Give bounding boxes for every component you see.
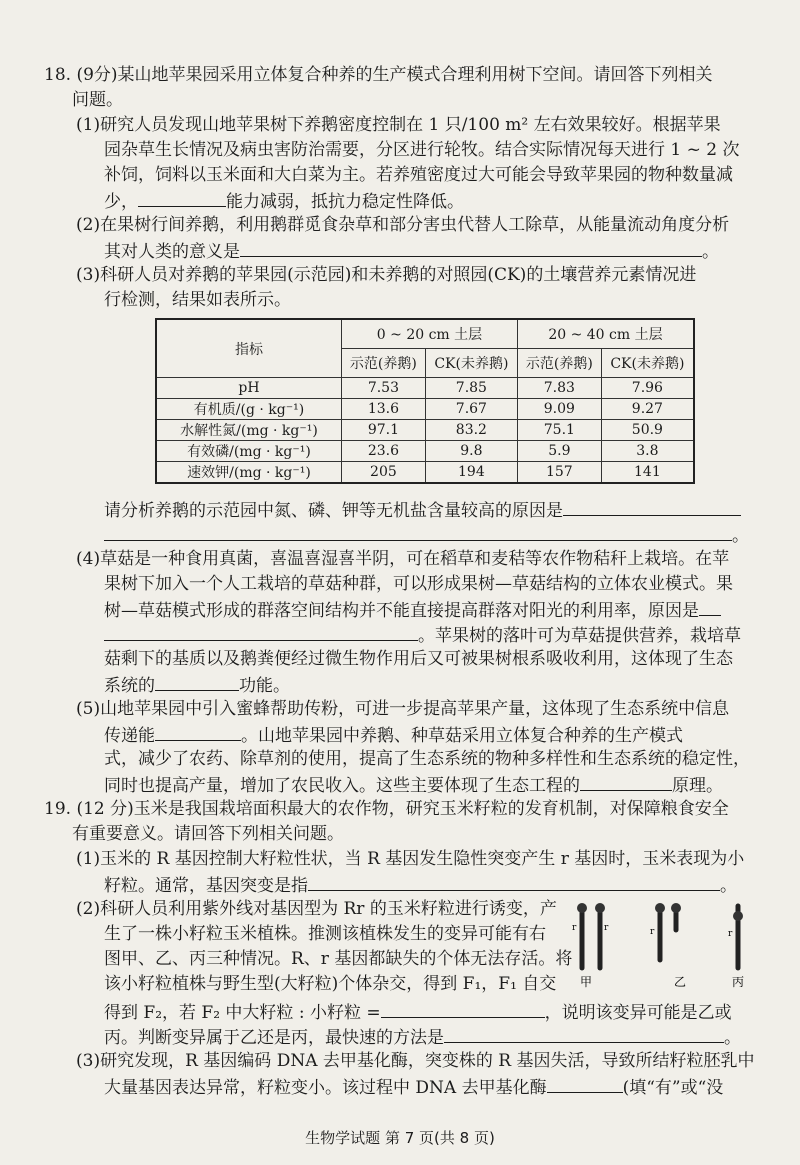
cell: 75.1 [517, 420, 601, 441]
text: 同时也提高产量，增加了农民收入。这些主要体现了生态工程的 [104, 776, 580, 796]
cell: 83.2 [425, 420, 517, 441]
answer-blank[interactable] [138, 189, 226, 207]
q18-part4-line1: (4)草菇是一种食用真菌，喜温喜湿喜半阴，可在稻草和麦秸等农作物秸秆上栽培。在苹 [76, 549, 730, 569]
answer-blank[interactable] [155, 673, 239, 691]
q18-stem-line2: 问题。 [72, 90, 123, 110]
q18-part4-line6 [104, 673, 800, 697]
subheader-demo: 示范(养鹅) [342, 349, 426, 378]
q18-part3-line1: (3)科研人员对养鹅的苹果园(示范园)和未养鹅的对照园(CK)的土壤营养元素情况进 [76, 265, 697, 285]
cell: 7.83 [517, 378, 601, 399]
answer-blank[interactable] [104, 623, 418, 641]
table-row [156, 441, 694, 462]
cell: 157 [517, 462, 601, 484]
row-label: 有效磷/(mg · kg⁻¹) [156, 441, 342, 462]
answer-blank[interactable] [444, 1025, 724, 1043]
text: 。 [702, 242, 719, 262]
text: 功能。 [239, 676, 290, 696]
text: 大量基因表达异常，籽粒变小。该过程中 DNA 去甲基化酶 [104, 1078, 547, 1098]
q18-part5-line2 [104, 723, 800, 747]
q19-part2-line4: 该小籽粒植株与野生型(大籽粒)个体杂交，得到 F₁，F₁ 自交 [104, 974, 557, 994]
cell: 9.8 [425, 441, 517, 462]
text: 原理。 [672, 776, 723, 796]
q18-part4-line4 [104, 623, 800, 647]
text: 。 [724, 1028, 741, 1048]
subheader-ck: CK(未养鹅) [601, 349, 694, 378]
text: 。山地苹果园中养鹅、种草菇采用立体复合种养的生产模式 [241, 726, 683, 746]
text: 系统的 [104, 676, 155, 696]
row-label: 有机质/(g · kg⁻¹) [156, 399, 342, 420]
text: 籽粒。通常，基因突变是指 [104, 876, 308, 896]
cell: 9.09 [517, 399, 601, 420]
answer-blank[interactable] [381, 1000, 545, 1018]
q18-part3-question [104, 498, 800, 522]
cell: 3.8 [601, 441, 694, 462]
q18-part5-line1: (5)山地苹果园中引入蜜蜂帮助传粉，可进一步提高苹果产量，这体现了生态系统中信息 [76, 699, 730, 719]
q19-part1-line2 [104, 873, 800, 897]
q19-part2-line3: 图甲、乙、丙三种情况。R、r 基因都缺失的个体无法存活。将 [104, 949, 573, 969]
subheader-demo: 示范(养鹅) [517, 349, 601, 378]
row-label: pH [156, 378, 342, 399]
q18-stem-line1: 18. (9分)某山地苹果园采用立体复合种养的生产模式合理利用树下空间。请回答下列相关 [44, 65, 713, 85]
table-row [156, 420, 694, 441]
label-jia: 甲 [580, 975, 593, 989]
text: 得到 F₂，若 F₂ 中大籽粒 : 小籽粒 = [104, 1003, 381, 1023]
q18-part4-line2: 果树下加入一个人工栽培的草菇种群，可以形成果树—草菇结构的立体农业模式。果 [104, 574, 733, 594]
q19-part3-line1: (3)研究发现，R 基因编码 DNA 去甲基化酶，突变株的 R 基因失活，导致所结籽粒胚乳中 [76, 1051, 755, 1071]
page-footer: 生物学试题 第 7 页(共 8 页) [305, 1129, 495, 1147]
cell: 7.67 [425, 399, 517, 420]
q18-part1-line3: 补饲，饲料以玉米面和大白菜为主。若养殖密度过大可能会导致苹果园的物种数量减 [104, 165, 733, 185]
cell: 13.6 [342, 399, 426, 420]
answer-blank[interactable] [547, 1075, 623, 1093]
header-indicator: 指标 [156, 319, 342, 378]
q19-part2-line2: 生了一株小籽粒玉米植株。推测该植株发生的变异可能有右 [104, 924, 546, 944]
table-row [156, 399, 694, 420]
label-bing: 丙 [732, 975, 745, 989]
q18-part3-line2: 行检测，结果如表所示。 [104, 290, 291, 310]
answer-blank[interactable] [699, 598, 721, 616]
q19-part3-line2 [104, 1075, 800, 1099]
text: 丙。判断变异属于乙还是丙，最快速的方法是 [104, 1028, 444, 1048]
text: 。 [720, 876, 737, 896]
cell: 5.9 [517, 441, 601, 462]
text: 树—草菇模式形成的群落空间结构并不能直接提高群落对阳光的利用率，原因是 [104, 601, 699, 621]
answer-blank[interactable] [240, 239, 702, 257]
cell: 7.85 [425, 378, 517, 399]
chromosome-pair-jia [572, 903, 609, 989]
gene-label-r: r [650, 927, 655, 937]
cell: 9.27 [601, 399, 694, 420]
table-row [156, 378, 694, 399]
chromosome-single-bing [728, 906, 744, 989]
q19-part1-line1: (1)玉米的 R 基因控制大籽粒性状，当 R 基因发生隐性突变产生 r 基因时，玉米表现为小 [76, 849, 745, 869]
table-row [156, 462, 694, 484]
q19-stem-line1: 19. (12 分)玉米是我国栽培面积最大的农作物，研究玉米籽粒的发育机制，对保障粮食安全 [44, 799, 729, 819]
q19-part2-line5 [104, 1000, 800, 1024]
chromosome-pair-yi [650, 903, 686, 989]
text: (填“有”或“没 [622, 1078, 724, 1098]
cell: 7.96 [601, 378, 694, 399]
text: 请分析养鹅的示范园中氮、磷、钾等无机盐含量较高的原因是 [104, 501, 563, 521]
soil-nutrient-table [155, 318, 695, 484]
answer-blank[interactable] [308, 873, 720, 891]
answer-blank[interactable] [155, 723, 241, 741]
answer-blank[interactable] [104, 523, 732, 541]
q18-part2-line2 [104, 239, 800, 263]
answer-blank[interactable] [563, 498, 741, 516]
header-layer-0-20: 0 ~ 20 cm 土层 [342, 319, 518, 349]
chromosome-diagram [570, 900, 760, 990]
text: 。苹果树的落叶可为草菇提供营养，栽培草 [418, 626, 741, 646]
q18-part1-line2: 园杂草生长情况及病虫害防治需要，分区进行轮牧。结合实际情况每天进行 1 ~ 2 次 [104, 140, 740, 160]
text: ，说明该变异可能是乙或 [544, 1003, 732, 1023]
gene-label-r: r [604, 923, 609, 933]
row-label: 水解性氮/(mg · kg⁻¹) [156, 420, 342, 441]
cell: 194 [425, 462, 517, 484]
cell: 205 [342, 462, 426, 484]
text: 能力减弱，抵抗力稳定性降低。 [226, 192, 464, 212]
cell: 97.1 [342, 420, 426, 441]
answer-blank[interactable] [580, 773, 672, 791]
q19-part2-line1: (2)科研人员利用紫外线对基因型为 Rr 的玉米籽粒进行诱变，产 [76, 899, 557, 919]
q18-part4-line5: 菇剩下的基质以及鹅粪便经过微生物作用后又可被果树根系吸收利用，这体现了生态 [104, 649, 733, 669]
text: 。 [732, 526, 749, 546]
q19-part2-line6 [104, 1025, 800, 1049]
subheader-ck: CK(未养鹅) [425, 349, 517, 378]
text: 少， [104, 192, 138, 212]
header-layer-20-40: 20 ~ 40 cm 土层 [517, 319, 694, 349]
q18-part1-line1: (1)研究人员发现山地苹果树下养鹅密度控制在 1 只/100 m² 左右效果较好。根据苹果 [76, 115, 721, 135]
q18-part2-line1: (2)在果树行间养鹅，利用鹅群觅食杂草和部分害虫代替人工除草，从能量流动角度分析 [76, 215, 730, 235]
q18-part3-question-cont [104, 523, 800, 547]
gene-label-r: r [572, 923, 577, 933]
q19-stem-line2: 有重要意义。请回答下列相关问题。 [72, 824, 344, 844]
text: 其对人类的意义是 [104, 242, 240, 262]
text: 传递能 [104, 726, 155, 746]
row-label: 速效钾/(mg · kg⁻¹) [156, 462, 342, 484]
q18-part5-line4 [104, 773, 800, 797]
q18-part5-line3: 式，减少了农药、除草剂的使用，提高了生态系统的物种多样性和生态系统的稳定性， [104, 749, 750, 769]
gene-label-r: r [728, 929, 733, 939]
cell: 50.9 [601, 420, 694, 441]
cell: 23.6 [342, 441, 426, 462]
label-yi: 乙 [674, 975, 687, 989]
cell: 141 [601, 462, 694, 484]
q18-part1-line4 [104, 189, 800, 213]
q18-part4-line3 [104, 598, 800, 622]
cell: 7.53 [342, 378, 426, 399]
